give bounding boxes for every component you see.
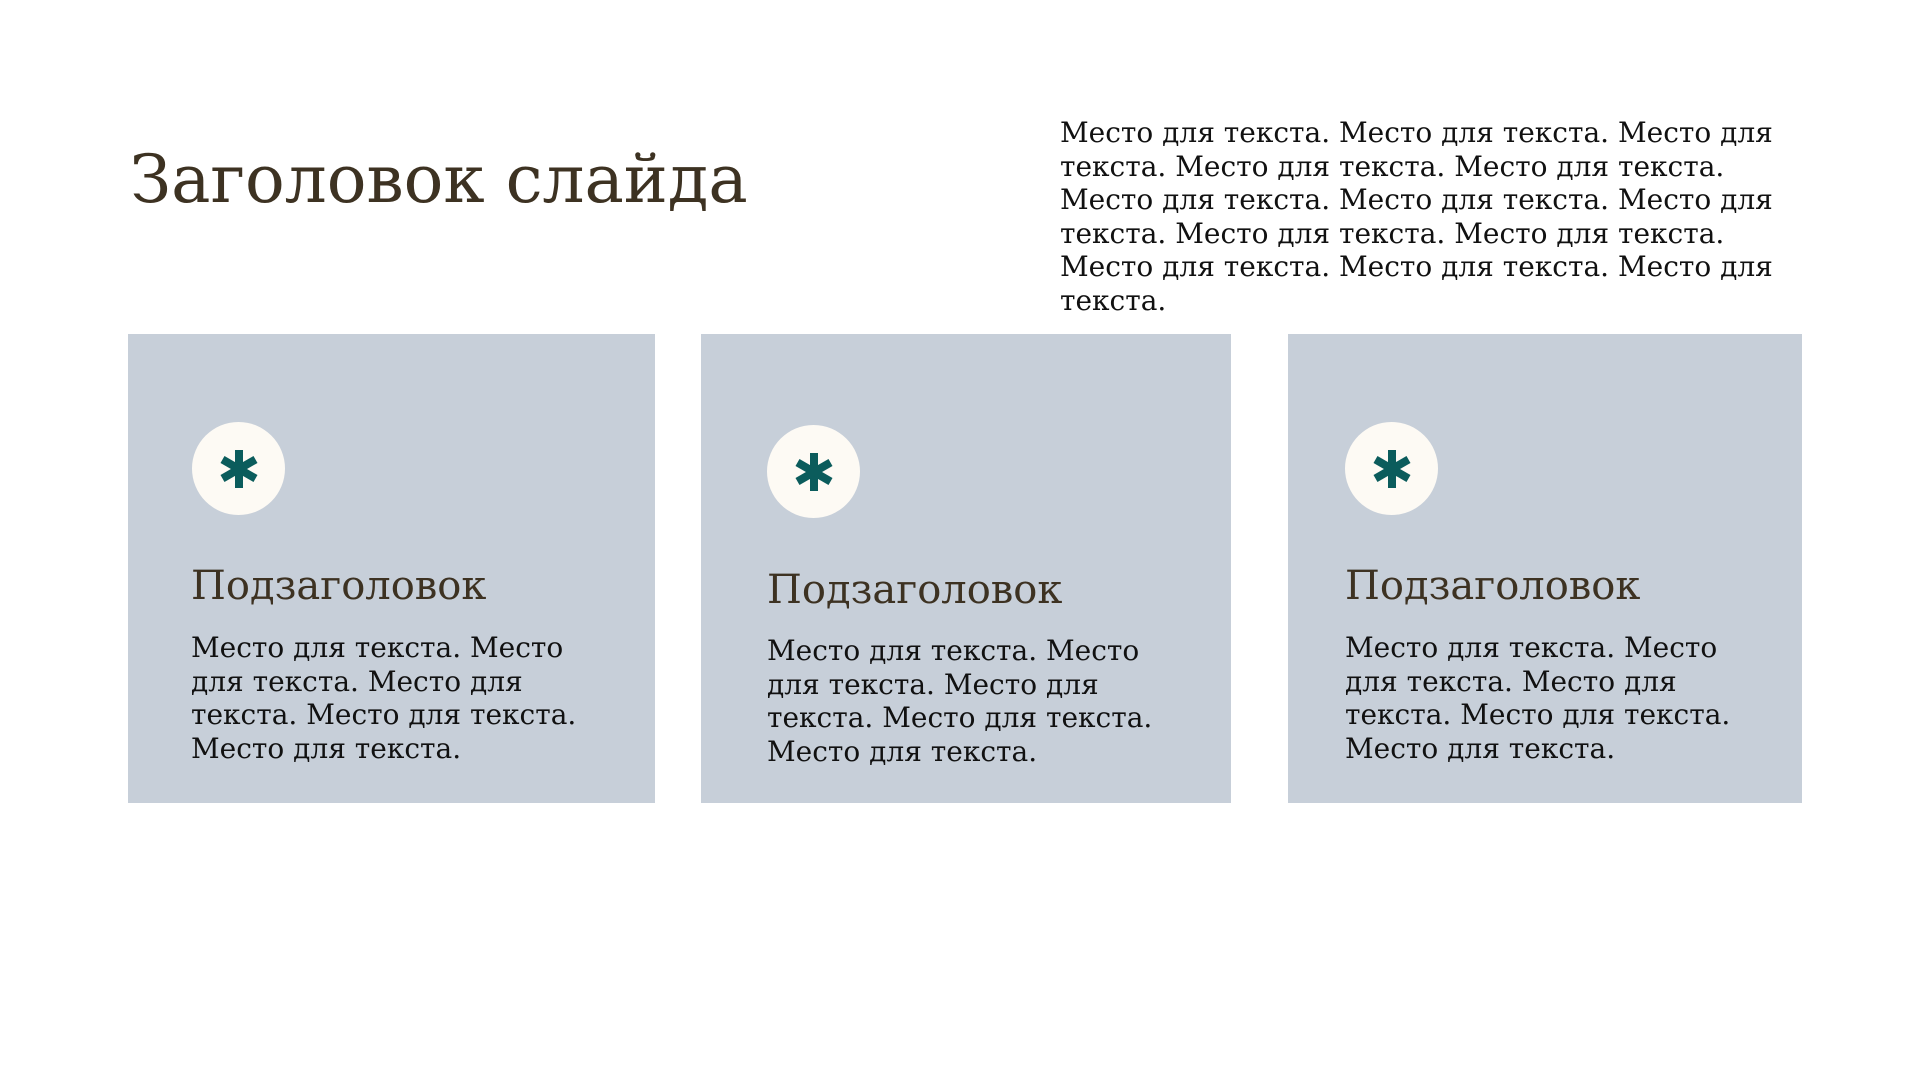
card-subtitle: Подзаголовок <box>191 563 487 609</box>
card-1 <box>128 334 655 803</box>
asterisk-icon <box>1345 422 1438 515</box>
asterisk-icon <box>767 425 860 518</box>
card-2 <box>701 334 1231 803</box>
card-text: Место для текста. Место для текста. Место для текста. Место для текста. Место для текста. <box>767 634 1153 768</box>
card-text: Место для текста. Место для текста. Место для текста. Место для текста. Место для текста. <box>191 631 577 765</box>
card-3 <box>1288 334 1802 803</box>
card-text: Место для текста. Место для текста. Место для текста. Место для текста. Место для текста. <box>1345 631 1731 765</box>
slide-title: Заголовок слайда <box>130 141 748 218</box>
card-subtitle: Подзаголовок <box>767 567 1063 613</box>
asterisk-icon <box>192 422 285 515</box>
intro-text: Место для текста. Место для текста. Место для текста. Место для текста. Место для текста. Место для текста. Место для текста. Место для текста. Место для текста. Место для текста. Место для текста. Место для текста. Место для текста. <box>1060 116 1773 317</box>
card-subtitle: Подзаголовок <box>1345 563 1641 609</box>
